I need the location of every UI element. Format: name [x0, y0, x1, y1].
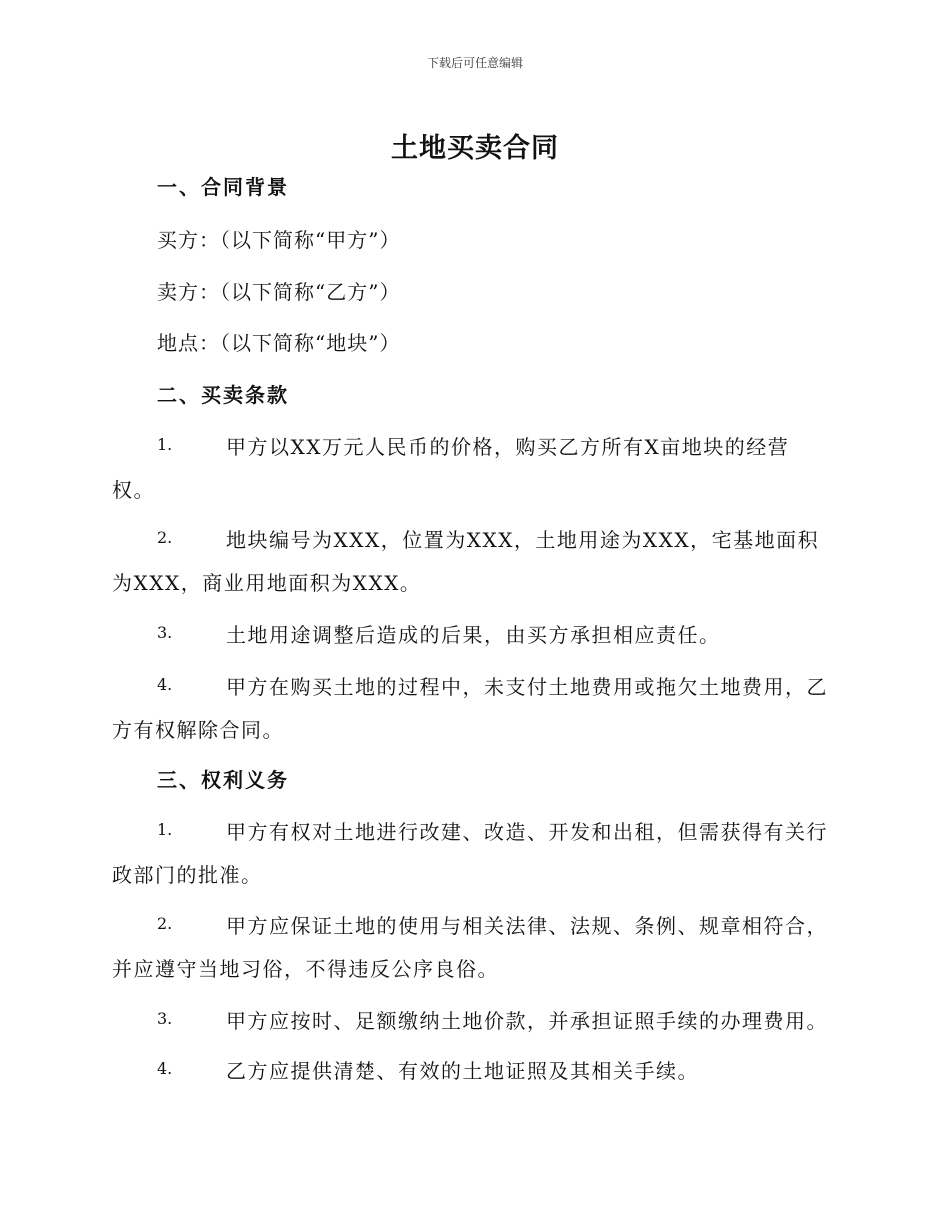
item-text-line: 并应遵守当地习俗，不得违反公序良俗。 — [112, 957, 499, 981]
location-line: 地点：（以下简称“地块”） — [157, 331, 401, 355]
item-number: 2. — [157, 914, 173, 933]
buyer-line: 买方：（以下简称“甲方”） — [157, 228, 401, 252]
item-number: 3. — [157, 1009, 173, 1028]
item-text-line: 政部门的批准。 — [112, 863, 263, 887]
item-text-line: 甲方在购买土地的过程中，未支付土地费用或拖欠土地费用，乙 — [226, 675, 828, 699]
page-header-note: 下载后可任意编辑 — [426, 56, 523, 70]
item-text-line: 权。 — [112, 478, 155, 502]
item-text-line: 甲方应按时、足额缴纳土地价款，并承担证照手续的办理费用。 — [226, 1009, 828, 1033]
item-text-line: 甲方应保证土地的使用与相关法律、法规、条例、规章相符合， — [226, 914, 828, 938]
item-number: 4. — [157, 675, 173, 694]
section-heading-terms: 二、买卖条款 — [157, 383, 289, 407]
item-number: 1. — [157, 820, 173, 839]
item-text-line: 土地用途调整后造成的后果，由买方承担相应责任。 — [226, 623, 721, 647]
document-title: 土地买卖合同 — [391, 133, 559, 164]
item-number: 3. — [157, 623, 173, 642]
item-text-line: 方有权解除合同。 — [112, 718, 284, 742]
section-heading-background: 一、合同背景 — [157, 175, 289, 199]
item-number: 1. — [157, 435, 173, 454]
item-text-line: 甲方有权对土地进行改建、改造、开发和出租，但需获得有关行 — [226, 820, 828, 844]
seller-line: 卖方：（以下简称“乙方”） — [157, 280, 401, 304]
section-heading-rights: 三、权利义务 — [157, 768, 289, 792]
item-text-line: 甲方以XX万元人民币的价格，购买乙方所有X亩地块的经营 — [226, 435, 790, 459]
item-number: 2. — [157, 528, 173, 547]
item-text-line: 乙方应提供清楚、有效的土地证照及其相关手续。 — [226, 1059, 699, 1083]
item-number: 4. — [157, 1059, 173, 1078]
item-text-line: 地块编号为XXX，位置为XXX，土地用途为XXX，宅基地面积 — [226, 528, 820, 552]
item-text-line: 为XXX，商业用地面积为XXX。 — [112, 571, 422, 595]
